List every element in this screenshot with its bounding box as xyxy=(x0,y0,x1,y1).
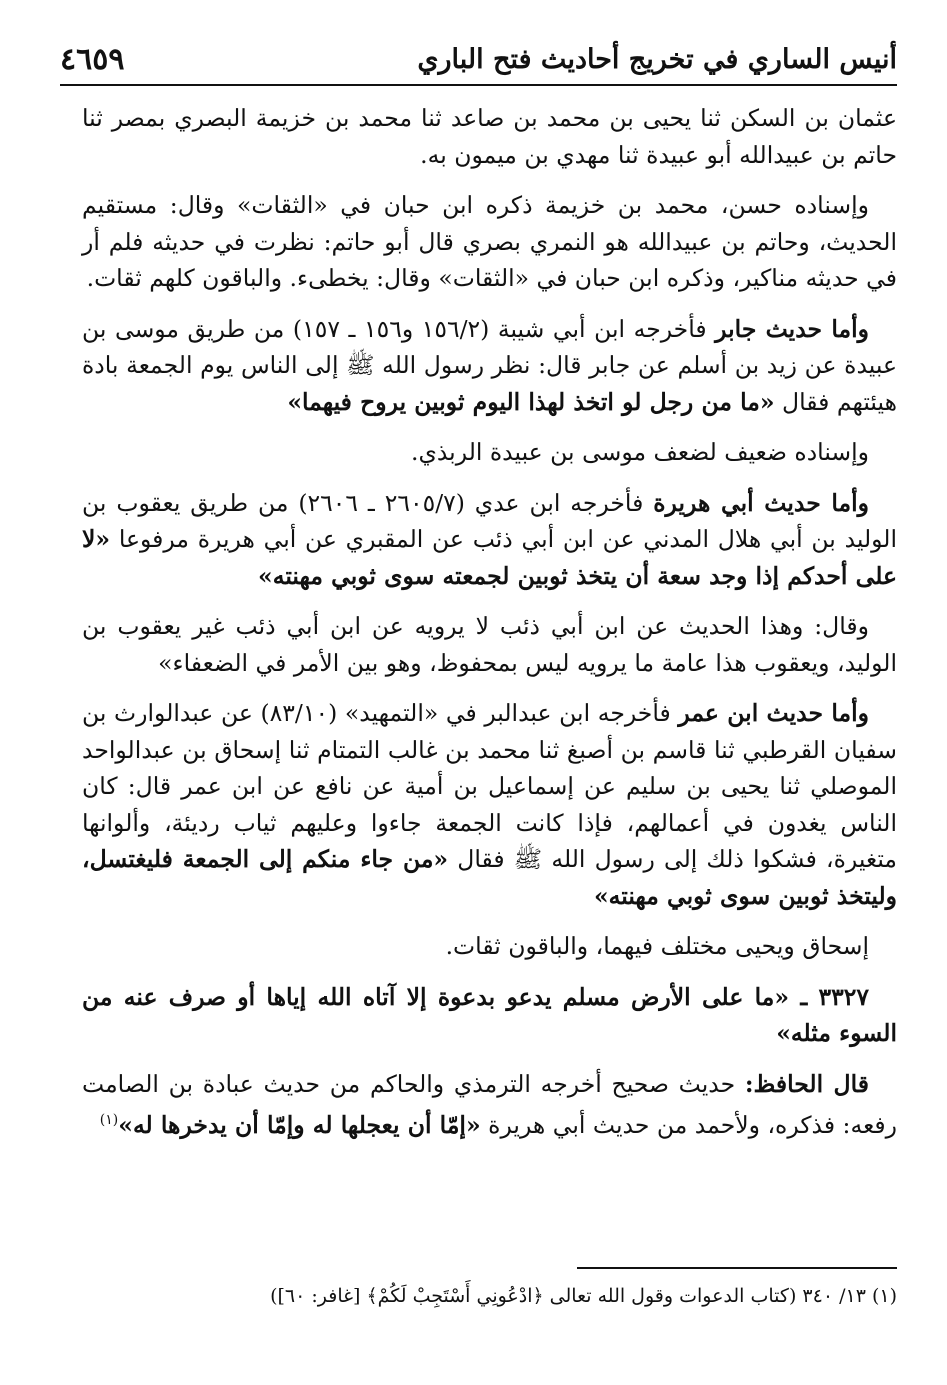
paragraph-10 xyxy=(82,1066,897,1144)
footnote-ref[interactable]: (١) xyxy=(99,1112,119,1128)
paragraph-8: إسحاق ويحيى مختلف فيهما، والباقون ثقات. xyxy=(445,932,869,960)
paragraph-6: وقال: وهذا الحديث عن ابن أبي ذئب لا يرويه عن ابن أبي ذئب غير يعقوب بن الوليد، ويعقوب هذا عامة ما يرويه ليس بمحفوظ، وهو بين الأمر في الضعفاء» xyxy=(82,612,897,677)
running-title: أنيس الساري في تخريج أحاديث فتح الباري xyxy=(417,44,897,75)
hadith-heading: ٣٣٢٧ ـ «ما على الأرض مسلم يدعو بدعوة إلا آتاه الله إياها أو صرف عنه من السوء مثله» xyxy=(82,982,897,1047)
paragraph-1: عثمان بن السكن ثنا يحيى بن محمد بن صاعد ثنا محمد بن خزيمة البصري بمصر ثنا حاتم بن عبيدالله أبو عبيدة ثنا مهدي بن ميمون به. xyxy=(82,104,897,169)
paragraph-5 xyxy=(82,485,897,595)
paragraph-5-quote: «لا على أحدكم إذا وجد سعة أن يتخذ ثوبين لجمعته سوى ثوبي مهنته» xyxy=(82,525,897,590)
paragraph-10-text: حديث صحيح أخرجه الترمذي والحاكم من حديث عبادة بن الصامت رفعه: فذكره، ولأحمد من حديث أبي هريرة xyxy=(82,1069,897,1139)
paragraph-10-quote: «إمّا أن يعجلها له وإمّا أن يدخرها له» xyxy=(118,1110,481,1139)
paragraph-4: وإسناده ضعيف لضعف موسى بن عبيدة الربذي. xyxy=(410,438,869,466)
footnote: (١) ١٣/ ٣٤٠ (كتاب الدعوات وقول الله تعالى ﴿ادْعُونِي أَسْتَجِبْ لَكُمْ﴾ [غافر: ٦٠]) xyxy=(270,1285,897,1307)
paragraph-5-text: فأخرجه ابن عدي (٢٦٠٥/٧ ـ ٢٦٠٦) من طريق يعقوب بن الوليد بن أبي هلال المدني عن ابن أبي ذئب عن المقبري عن أبي هريرة مرفوعا xyxy=(82,488,897,553)
paragraph-3-heading: وأما حديث جابر xyxy=(715,314,869,343)
body-text xyxy=(82,100,897,1157)
paragraph-7-quote: «من جاء منكم إلى الجمعة فليغتسل، وليتخذ ثوبين سوى ثوبي مهنته» xyxy=(82,845,897,910)
paragraph-3-text: فأخرجه ابن أبي شيبة (١٥٦/٢ و١٥٦ ـ ١٥٧) من طريق موسى بن عبيدة عن زيد بن أسلم عن جابر قال: نظر رسول الله ﷺ إلى الناس يوم الجمعة بادة هيئتهم فقال xyxy=(82,314,897,416)
paragraph-5-heading: وأما حديث أبي هريرة xyxy=(653,488,870,517)
paragraph-3 xyxy=(82,311,897,421)
hafiz-label: قال الحافظ: xyxy=(744,1069,869,1098)
paragraph-3-quote: «ما من رجل لو اتخذ لهذا اليوم ثوبين يروح فيهما» xyxy=(287,387,775,416)
page-number: ٤٦٥٩ xyxy=(60,42,125,77)
paragraph-7-heading: وأما حديث ابن عمر xyxy=(678,699,870,727)
footnote-divider xyxy=(577,1267,897,1269)
paragraph-7 xyxy=(82,695,897,914)
paragraph-7-text: فأخرجه ابن عبدالبر في «التمهيد» (٨٣/١٠) عن عبدالوارث بن سفيان القرطبي ثنا قاسم بن أصبغ ثنا محمد بن غالب التمتام ثنا إسحاق بن عبدالواحد الموصلي ثنا يحيى بن سليم عن إسماعيل بن أمية عن نافع عن ابن عمر قال: كان الناس يغدون في أعمالهم، فإذا كانت الجمعة جاءوا وعليهم ثياب رديئة، وألوانها متغيرة، فشكوا ذلك إلى رسول الله ﷺ فقال xyxy=(82,699,897,873)
paragraph-2: وإسناده حسن، محمد بن خزيمة ذكره ابن حبان في «الثقات» وقال: مستقيم الحديث، وحاتم بن عبيدالله هو النمري بصري قال أبو حاتم: نظرت في حديثه فلم أر في حديثه مناكير، وذكره ابن حبان في «الثقات» وقال: يخطىء. والباقون كلهم ثقات. xyxy=(82,191,897,292)
page-header xyxy=(60,40,897,86)
